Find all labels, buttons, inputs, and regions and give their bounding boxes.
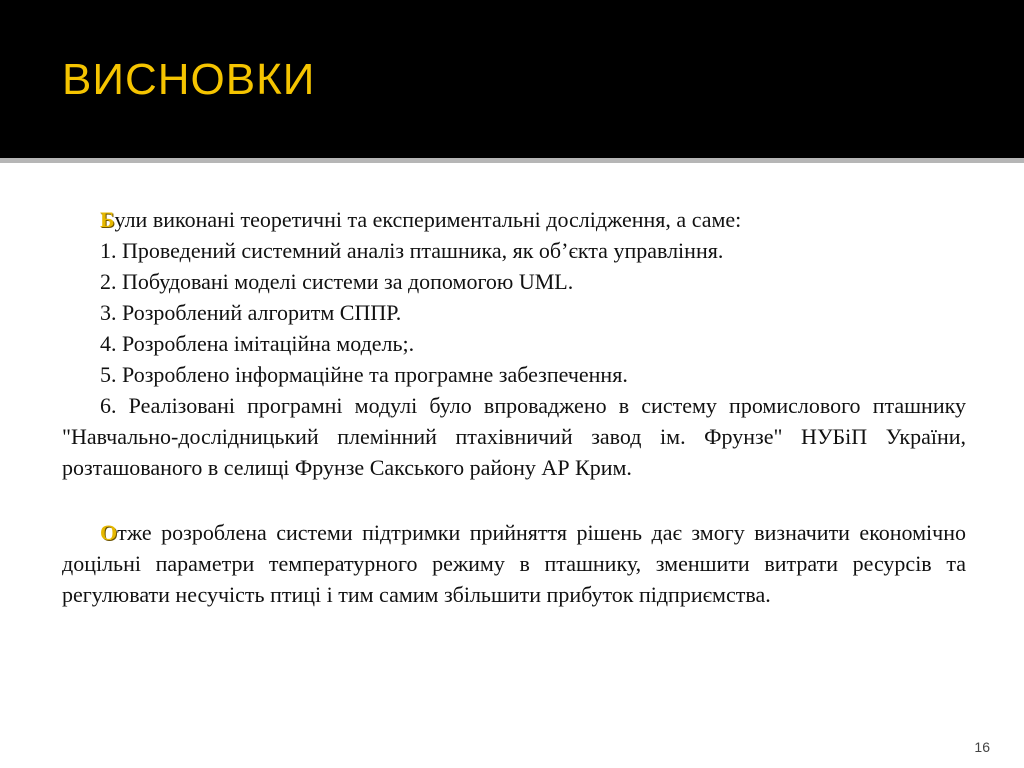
dropcap-b: Б (100, 207, 115, 232)
conclusion-text: тже розроблена системи підтримки прийняття рішень дає змогу визначити економічно доцільні параметри температурного режиму в пташнику, зменшити витрати ресурсів та регулювати несучість птиці і тим самим збільшити прибуток підприємства. (62, 520, 966, 607)
conclusion-paragraph (62, 517, 966, 610)
title-bar (0, 0, 1024, 158)
page-number: 16 (974, 739, 990, 755)
list-item-6: 6. Реалізовані програмні модулі було впроваджено в систему промислового пташнику "Навчально-дослідницький племінний птахівничий завод ім. Фрунзе" НУБіП України, розташованого в селищі Фрунзе Сакського району АР Крим. (62, 393, 966, 480)
slide-body (62, 204, 966, 610)
list-item-4: 4. Розроблена імітаційна модель;. (100, 331, 415, 356)
title-divider-highlight (0, 163, 1024, 165)
slide-title: ВИСНОВКИ (62, 55, 316, 104)
list-item-3: 3. Розроблений алгоритм СППР. (100, 300, 402, 325)
list-item-2: 2. Побудовані моделі системи за допомогою UML. (100, 269, 574, 294)
intro-line (62, 204, 966, 235)
paragraph-gap (62, 483, 966, 517)
dropcap-o: О (100, 520, 118, 545)
intro-text: ули виконані теоретичні та експериментальні дослідження, а саме: (114, 207, 742, 232)
list-item-5: 5. Розроблено інформаційне та програмне забезпечення. (100, 362, 628, 387)
list-item-1: 1. Проведений системний аналіз пташника, як об’єкта управління. (100, 238, 724, 263)
